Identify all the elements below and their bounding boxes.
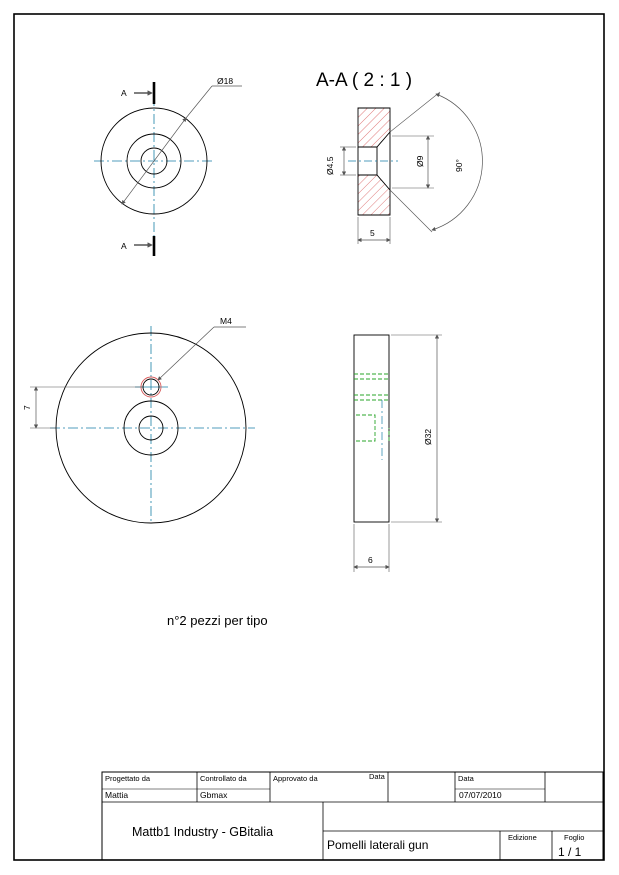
- designed-by-value: Mattia: [105, 790, 129, 800]
- dim-d4-5: Ø4.5: [325, 156, 335, 175]
- quantity-note: n°2 pezzi per tipo: [167, 613, 268, 628]
- part-name: Pomelli laterali gun: [327, 838, 429, 852]
- section-marker-bottom: A: [121, 241, 127, 251]
- designed-by-label: Progettato da: [105, 774, 151, 783]
- dim-m4: M4: [220, 316, 232, 326]
- dim-d18: Ø18: [217, 76, 234, 86]
- approved-by-label: Approvato da: [273, 774, 318, 783]
- title-block: [102, 772, 603, 860]
- dim-w5: 5: [370, 228, 375, 238]
- dim-d9: Ø9: [415, 155, 425, 167]
- front-view-top: [94, 76, 242, 256]
- front-view-bottom: [22, 316, 255, 524]
- dim-w6: 6: [368, 555, 373, 565]
- sheet-value: 1 / 1: [558, 845, 582, 859]
- drawing-border: [14, 14, 604, 860]
- section-marker-top: A: [121, 88, 127, 98]
- edition-label: Edizione: [508, 833, 537, 842]
- side-view: [354, 335, 442, 572]
- checked-by-label: Controllato da: [200, 774, 247, 783]
- dim-angle-90: 90°: [454, 159, 464, 172]
- sheet-label: Foglio: [564, 833, 585, 842]
- checked-by-value: Gbmax: [200, 790, 228, 800]
- date-value: 07/07/2010: [459, 790, 502, 800]
- date-label-2: Data: [458, 774, 474, 783]
- dim-d32: Ø32: [423, 428, 433, 445]
- company-name: Mattb1 Industry - GBitalia: [132, 825, 274, 839]
- section-title: A-A ( 2 : 1 ): [316, 70, 413, 91]
- date-label-1: Data: [369, 772, 385, 781]
- dim-h7: 7: [22, 405, 32, 410]
- section-view: [316, 70, 482, 244]
